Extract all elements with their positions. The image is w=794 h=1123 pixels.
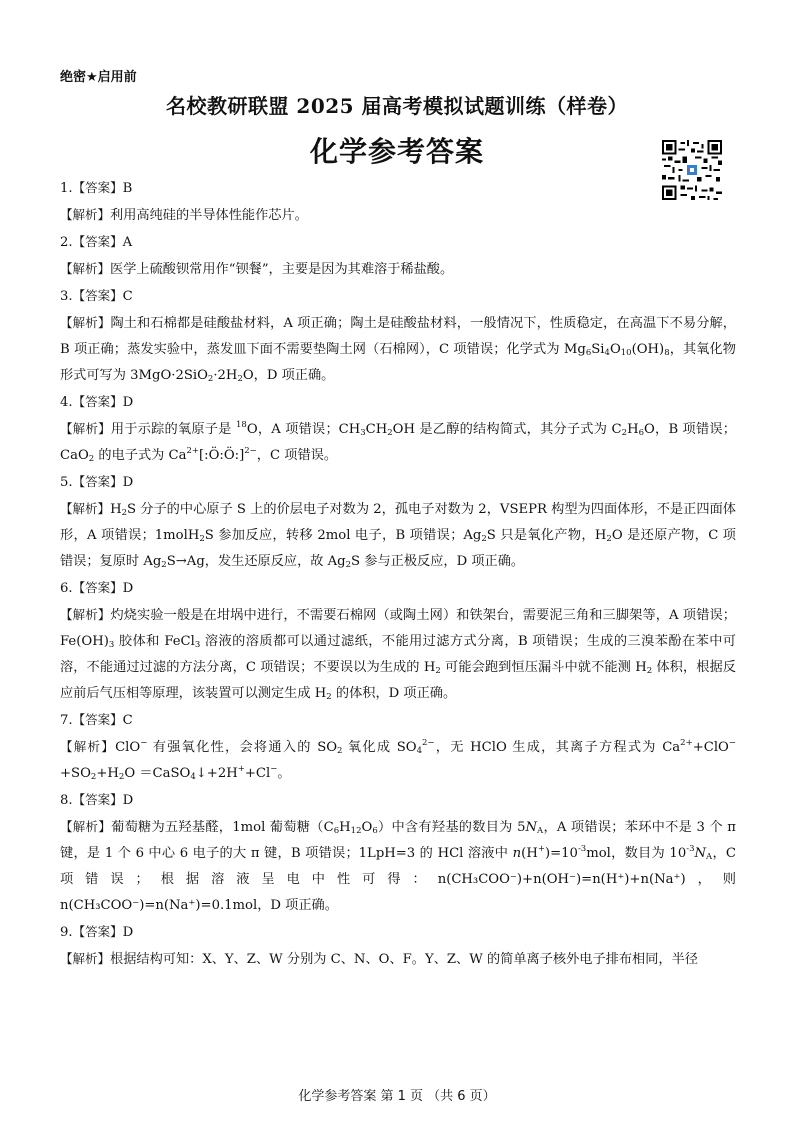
item-number: 4. xyxy=(60,395,73,410)
analysis-tag: 【解析】 xyxy=(60,739,116,754)
electron-formula: [:Ö:Ö:] xyxy=(199,448,245,463)
answer-content xyxy=(60,175,736,973)
item-number: 2. xyxy=(60,235,73,250)
analysis-7: 【解析】ClO− 有强氧化性，会将通入的 $SO_2$ 氧化成 $SO_4^{2-}$，无 HClO 生成，其离子方程式为 $Ca^{2+}+ClO^-+SO_2+H_2O$ ＝CaSO$_4$↓+2H++Cl−。 xyxy=(60,738,736,782)
item-number: 3. xyxy=(60,289,73,304)
answer-value: D xyxy=(122,395,134,410)
answer-value: D xyxy=(122,925,134,940)
answer-tag: 【答案】 xyxy=(72,712,123,727)
answer-tag: 【答案】 xyxy=(72,288,123,303)
answer-line-2 xyxy=(60,229,736,256)
item-number: 6. xyxy=(60,581,73,596)
answer-tag: 【答案】 xyxy=(72,474,123,489)
answer-value: C xyxy=(122,289,133,304)
answer-tag: 【答案】 xyxy=(72,394,123,409)
item-number: 9. xyxy=(60,925,73,940)
analysis-8: 【解析】葡萄糖为五羟基醛，1mol 葡萄糖$(C_6H_{12}O_6)$中含有羟基的数目为 $5N_A$，A 项错误；苯环中不是 3 个 π 键，是 1 个 6 中心 6 电子的大 π 键，B 项错误；1LpH=3 的 HCl 溶液中 $n(H^+)=10^{-3}mol$，数目为 $10^{-3}N_A$，C 项错误；根据溶液呈电中性可得：n(CH₃COO⁻)+n(OH⁻)=n(H⁺)+n(Na⁺)，则 n(CH₃COO⁻)=n(Na⁺)=0.1mol，D 项正确。 xyxy=(60,819,736,913)
answer-line-4 xyxy=(60,389,736,416)
answer-value: D xyxy=(122,581,134,596)
analysis-tag: 【解析】 xyxy=(60,261,111,276)
page-footer: 化学参考答案 第 1 页 （共 6 页） xyxy=(298,1089,496,1104)
item-number: 8. xyxy=(60,793,73,808)
analysis-5: 【解析】$H_2S$ 分子的中心原子 S 上的价层电子对数为 2，孤电子对数为 2，VSEPR 构型为四面体形，不是正四面体形，A 项错误；1molH$_2$S 参加反应，转移 2mol 电子，B 项错误；$Ag_2S$ 只是氧化产物，$H_2O$ 是还原产物，C 项错误；复原时 $Ag_2S\to Ag$，发生还原反应，故 $Ag_2S$ 参与正极反应，D 项正确。 xyxy=(60,501,736,570)
answer-tag: 【答案】 xyxy=(72,580,123,595)
page-subtitle: 化学参考答案 xyxy=(309,135,484,168)
answer-line-7 xyxy=(60,707,736,734)
page-title: 名校教研联盟 2025 届高考模拟试题训练（样卷） xyxy=(165,94,629,118)
item-number: 5. xyxy=(60,475,73,490)
confidential-label: 绝密★启用前 xyxy=(60,70,137,85)
analysis-1: 【解析】利用高纯硅的半导体性能作芯片。 xyxy=(60,207,308,223)
item-number: 1. xyxy=(60,181,73,196)
analysis-tag: 【解析】 xyxy=(60,315,111,330)
analysis-tag: 【解析】 xyxy=(60,819,112,834)
answer-line-1 xyxy=(60,175,736,202)
answer-value: A xyxy=(122,235,133,250)
answer-tag: 【答案】 xyxy=(72,234,123,249)
analysis-tag: 【解析】 xyxy=(60,207,111,222)
answer-value: B xyxy=(122,181,133,196)
analysis-4: 【解析】用于示踪的氧原子是 $^{18}$O，A 项错误；$CH_3CH_2OH$ 是乙醇的结构简式，其分子式为 $C_2H_6O$，B 项错误；CaO$_2$ 的电子式为 $Ca^{2+}[:Ö:Ö:]^{2-}$，C 项错误。 xyxy=(60,420,736,464)
answer-line-9 xyxy=(60,919,736,946)
answer-line-8 xyxy=(60,787,736,814)
answer-tag: 【答案】 xyxy=(72,924,123,939)
analysis-9: 【解析】根据结构可知：X、Y、Z、W 分别为 C、N、O、F。Y、Z、W 的简单离子核外电子排布相同，半径 xyxy=(60,951,698,967)
answer-value: C xyxy=(122,713,133,728)
analysis-tag: 【解析】 xyxy=(60,501,111,516)
analysis-6: 【解析】灼烧实验一般是在坩埚中进行，不需要石棉网（或陶土网）和铁架台，需要泥三角和三脚架等，A 项错误；$Fe(OH)_3$ 胶体和 FeCl$_3$ 溶液的溶质都可以通过滤纸，不能用过滤方式分离，B 项错误；生成的三溴苯酚在苯中可溶，不能通过过滤的方法分离，C 项错误；不要误以为生成的 $H_2$ 可能会跑到恒压漏斗中就不能测 $H_2$ 体积，根据反应前后气压相等原理，该装置可以测定生成 $H_2$ 的体积，D 项正确。 xyxy=(60,607,736,702)
analysis-tag: 【解析】 xyxy=(60,951,111,966)
answer-line-6 xyxy=(60,575,736,602)
answer-value: D xyxy=(122,793,134,808)
answer-tag: 【答案】 xyxy=(72,180,123,195)
analysis-tag: 【解析】 xyxy=(60,607,111,622)
answer-line-5 xyxy=(60,469,736,496)
analysis-2: 【解析】医学上硫酸钡常用作“钡餐”，主要是因为其难溶于稀盐酸。 xyxy=(60,261,454,277)
analysis-3: 【解析】陶土和石棉都是硅酸盐材料，A 项正确；陶土是硅酸盐材料，一般情况下，性质稳定，在高温下不易分解，B 项正确；蒸发实验中，蒸发皿下面不需要垫陶土网（石棉网），C 项错误；化学式为 $Mg_6Si_4O_{10}(OH)_8$，其氧化物形式可写为 $3MgO\cdot 2SiO_2\cdot 2H_2O$，D 项正确。 xyxy=(60,315,736,384)
answer-value: D xyxy=(122,475,134,490)
item-number: 7. xyxy=(60,713,73,728)
answer-line-3 xyxy=(60,283,736,310)
answer-tag: 【答案】 xyxy=(72,792,123,807)
analysis-tag: 【解析】 xyxy=(60,421,111,436)
